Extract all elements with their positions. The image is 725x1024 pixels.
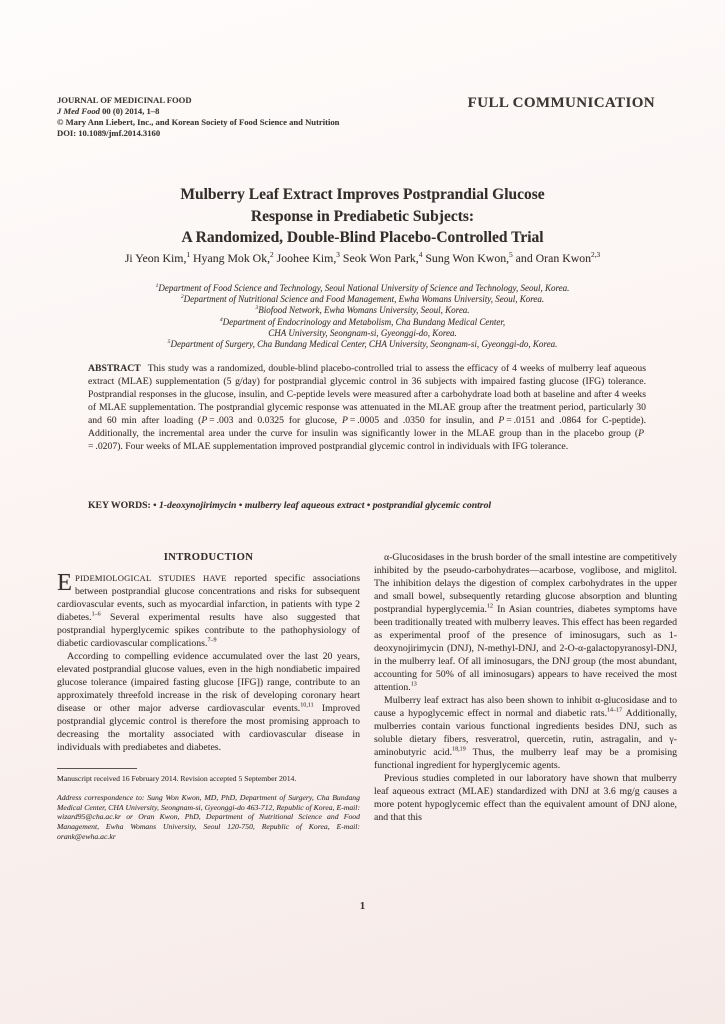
journal-citation: J Med Food 00 (0) 2014, 1–8 xyxy=(57,106,160,116)
correspondence-note: Address correspondence to: Sung Won Kwon, MD, PhD, Department of Surgery, Cha Bundang Medical Center, CHA University, Seongnam-si, Gyeonggi-do 463-712, Republic of Korea, E-mail: wizard95@cha.ac.kr or Oran Kwon, PhD, Department of Nutritional Science and Food Management, Ewha Womans University, Seoul 120-750, Republic of Korea, E-mail: orank@ewha.ac.kr xyxy=(57,792,360,841)
authors-line: Ji Yeon Kim,$^1$ Hyang Mok Ok,$^2$ Joohee Kim,$^3$ Seok Won Park,$^4$ Sung Won Kwon,$^5$ and Oran Kwon$^{2,3}$ xyxy=(124,250,601,265)
affiliation-4-continued: CHA University, Seongnam-si, Gyeonggi-do, Korea. xyxy=(268,327,457,338)
manuscript-received-note: Manuscript received 16 February 2014. Revision accepted 5 September 2014. xyxy=(57,774,297,783)
abstract xyxy=(88,362,646,453)
lead-small-caps: PIDEMIOLOGICAL STUDIES HAVE xyxy=(74,573,227,583)
right-paragraph-3: Previous studies completed in our laboratory have shown that mulberry leaf aqueous extract (MLAE) standardized with DNJ at 3.6 mg/g causes a more potent hypoglycemic effect than the equivalent amount of DNJ alone, and that this xyxy=(374,773,677,823)
drop-cap: E xyxy=(57,569,72,596)
affiliation-5: $^5$Department of Surgery, Cha Bundang Medical Center, CHA University, Seongnam-si, Gyeonggi-do, Korea. xyxy=(167,339,558,350)
journal-copyright: © Mary Ann Liebert, Inc., and Korean Society of Food Science and Nutrition xyxy=(57,117,340,127)
right-column xyxy=(374,551,677,842)
journal-name: JOURNAL OF MEDICINAL FOOD xyxy=(57,95,192,105)
journal-info-block xyxy=(57,95,339,139)
affiliation-4: $^4$Department of Endocrinology and Metabolism, Cha Bundang Medical Center, xyxy=(219,316,506,327)
body-columns xyxy=(57,551,677,842)
article-title-line-2: Response in Prediabetic Subjects: xyxy=(250,207,475,225)
introduction-paragraph-1-text: reported specific associations between postprandial glucose concentrations and risks for subsequent cardiovascular events, such as myocardial infarction, in patients with type 2 diabetes.$^{1-6}$ Several experimental results have also suggested that postprandial hyperglycemic spikes contribute to the pathophysiology of diabetic cardiovascular complications.$^{7-9}$ xyxy=(57,573,361,649)
abstract-text: This study was a randomized, double-blind placebo-controlled trial to assess the efficacy of 4 weeks of mulberry leaf aqueous extract (MLAE) supplementation (5 g/day) for postprandial glycemic control in 36 subjects with impaired fasting glucose (IFG) tolerance. Postprandial responses in the glucose, insulin, and C-peptide levels were measured after a carbohydrate load both at baseline and after 4 weeks of MLAE supplementation. The postprandial glycemic response was attenuated in the MLAE group after the treatment period, particularly 30 and 60 min after loading (P = .003 and 0.0325 for glucose, P = .0005 and .0350 for insulin, and P = .0151 and .0864 for C-peptide). Additionally, the incremental area under the curve for insulin was significantly lower in the MLAE group than in the placebo group (P = .0207). Four weeks of MLAE supplementation improved postprandial glycemic control in individuals with IFG tolerance. xyxy=(88,363,646,452)
affiliation-1: $^1$Department of Food Science and Technology, Seoul National University of Science and Technology, Seoul, Korea. xyxy=(155,283,570,293)
affiliation-3: $^3$Biofood Network, Ewha Womans University, Seoul, Korea. xyxy=(255,305,470,316)
abstract-label: ABSTRACT xyxy=(88,363,141,374)
footnote-divider xyxy=(57,768,137,769)
introduction-heading: INTRODUCTION xyxy=(163,552,254,563)
keywords-line: KEY WORDS: • 1-deoxynojirimycin • mulberry leaf aqueous extract • postprandial glycemic control xyxy=(88,500,492,511)
affiliation-2: $^2$Department of Nutritional Science and Food Management, Ewha Womans University, Seoul, Korea. xyxy=(180,294,545,305)
left-column xyxy=(57,551,360,842)
journal-doi: DOI: 10.1089/jmf.2014.3160 xyxy=(57,128,161,138)
introduction-paragraph-1 xyxy=(57,569,361,650)
page-number: 1 xyxy=(359,901,366,912)
right-paragraph-1: α-Glucosidases in the brush border of the small intestine are competitively inhibited by the pseudo-carbohydrates—acarbose, voglibose, and miglitol. The inhibition delays the digestion of complex carbohydrates in the upper and small bowel, subsequently retarding glucose absorption and blunting postprandial hyperglycemia.$^{12}$ In Asian countries, diabetes symptoms have been traditionally treated with mulberry leaves. This effect has been regarded as experimental proof of the presence of iminosugars, such as 1-deoxynojirimycin (DNJ), N-methyl-DNJ, and 2-O-α-galactopyranosyl-DNJ, in the mulberry leaf. Of all iminosugars, the DNJ group (the most abundant, accounting for 50% of all iminosugars) appears to have received the most attention.$^{13}$ xyxy=(374,552,677,693)
right-paragraph-2: Mulberry leaf extract has also been shown to inhibit α-glucosidase and to cause a hypoglycemic effect in normal and diabetic rats.$^{14-17}$ Additionally, mulberries contain various functional ingredients besides DNJ, such as soluble dietary fibers, resveratrol, quercetin, rutin, astragalin, and γ-aminobutyric acid.$^{18,19}$ Thus, the mulberry leaf may be a promising functional ingredient for hyperglycemic agents. xyxy=(374,695,678,771)
article-title-line-1: Mulberry Leaf Extract Improves Postprandial Glucose xyxy=(180,186,545,203)
masthead xyxy=(57,95,655,139)
affiliations-block xyxy=(0,283,725,350)
article-title xyxy=(0,184,725,249)
introduction-paragraph-2: According to compelling evidence accumulated over the last 20 years, elevated postprandial glucose values, even in the high nondiabetic impaired glucose tolerance (impaired fasting glucose [IFG]) range, contribute to an approximately threefold increase in the risk of developing coronary heart disease or other major adverse cardiovascular events.$^{10,11}$ Improved postprandial glycemic control is therefore the most promising approach to decreasing the mortality associated with cardiovascular disease in individuals with prediabetes and diabetes. xyxy=(57,651,360,753)
article-type-label: FULL COMMUNICATION xyxy=(467,95,655,111)
article-title-line-3: A Randomized, Double-Blind Placebo-Controlled Trial xyxy=(181,229,544,246)
